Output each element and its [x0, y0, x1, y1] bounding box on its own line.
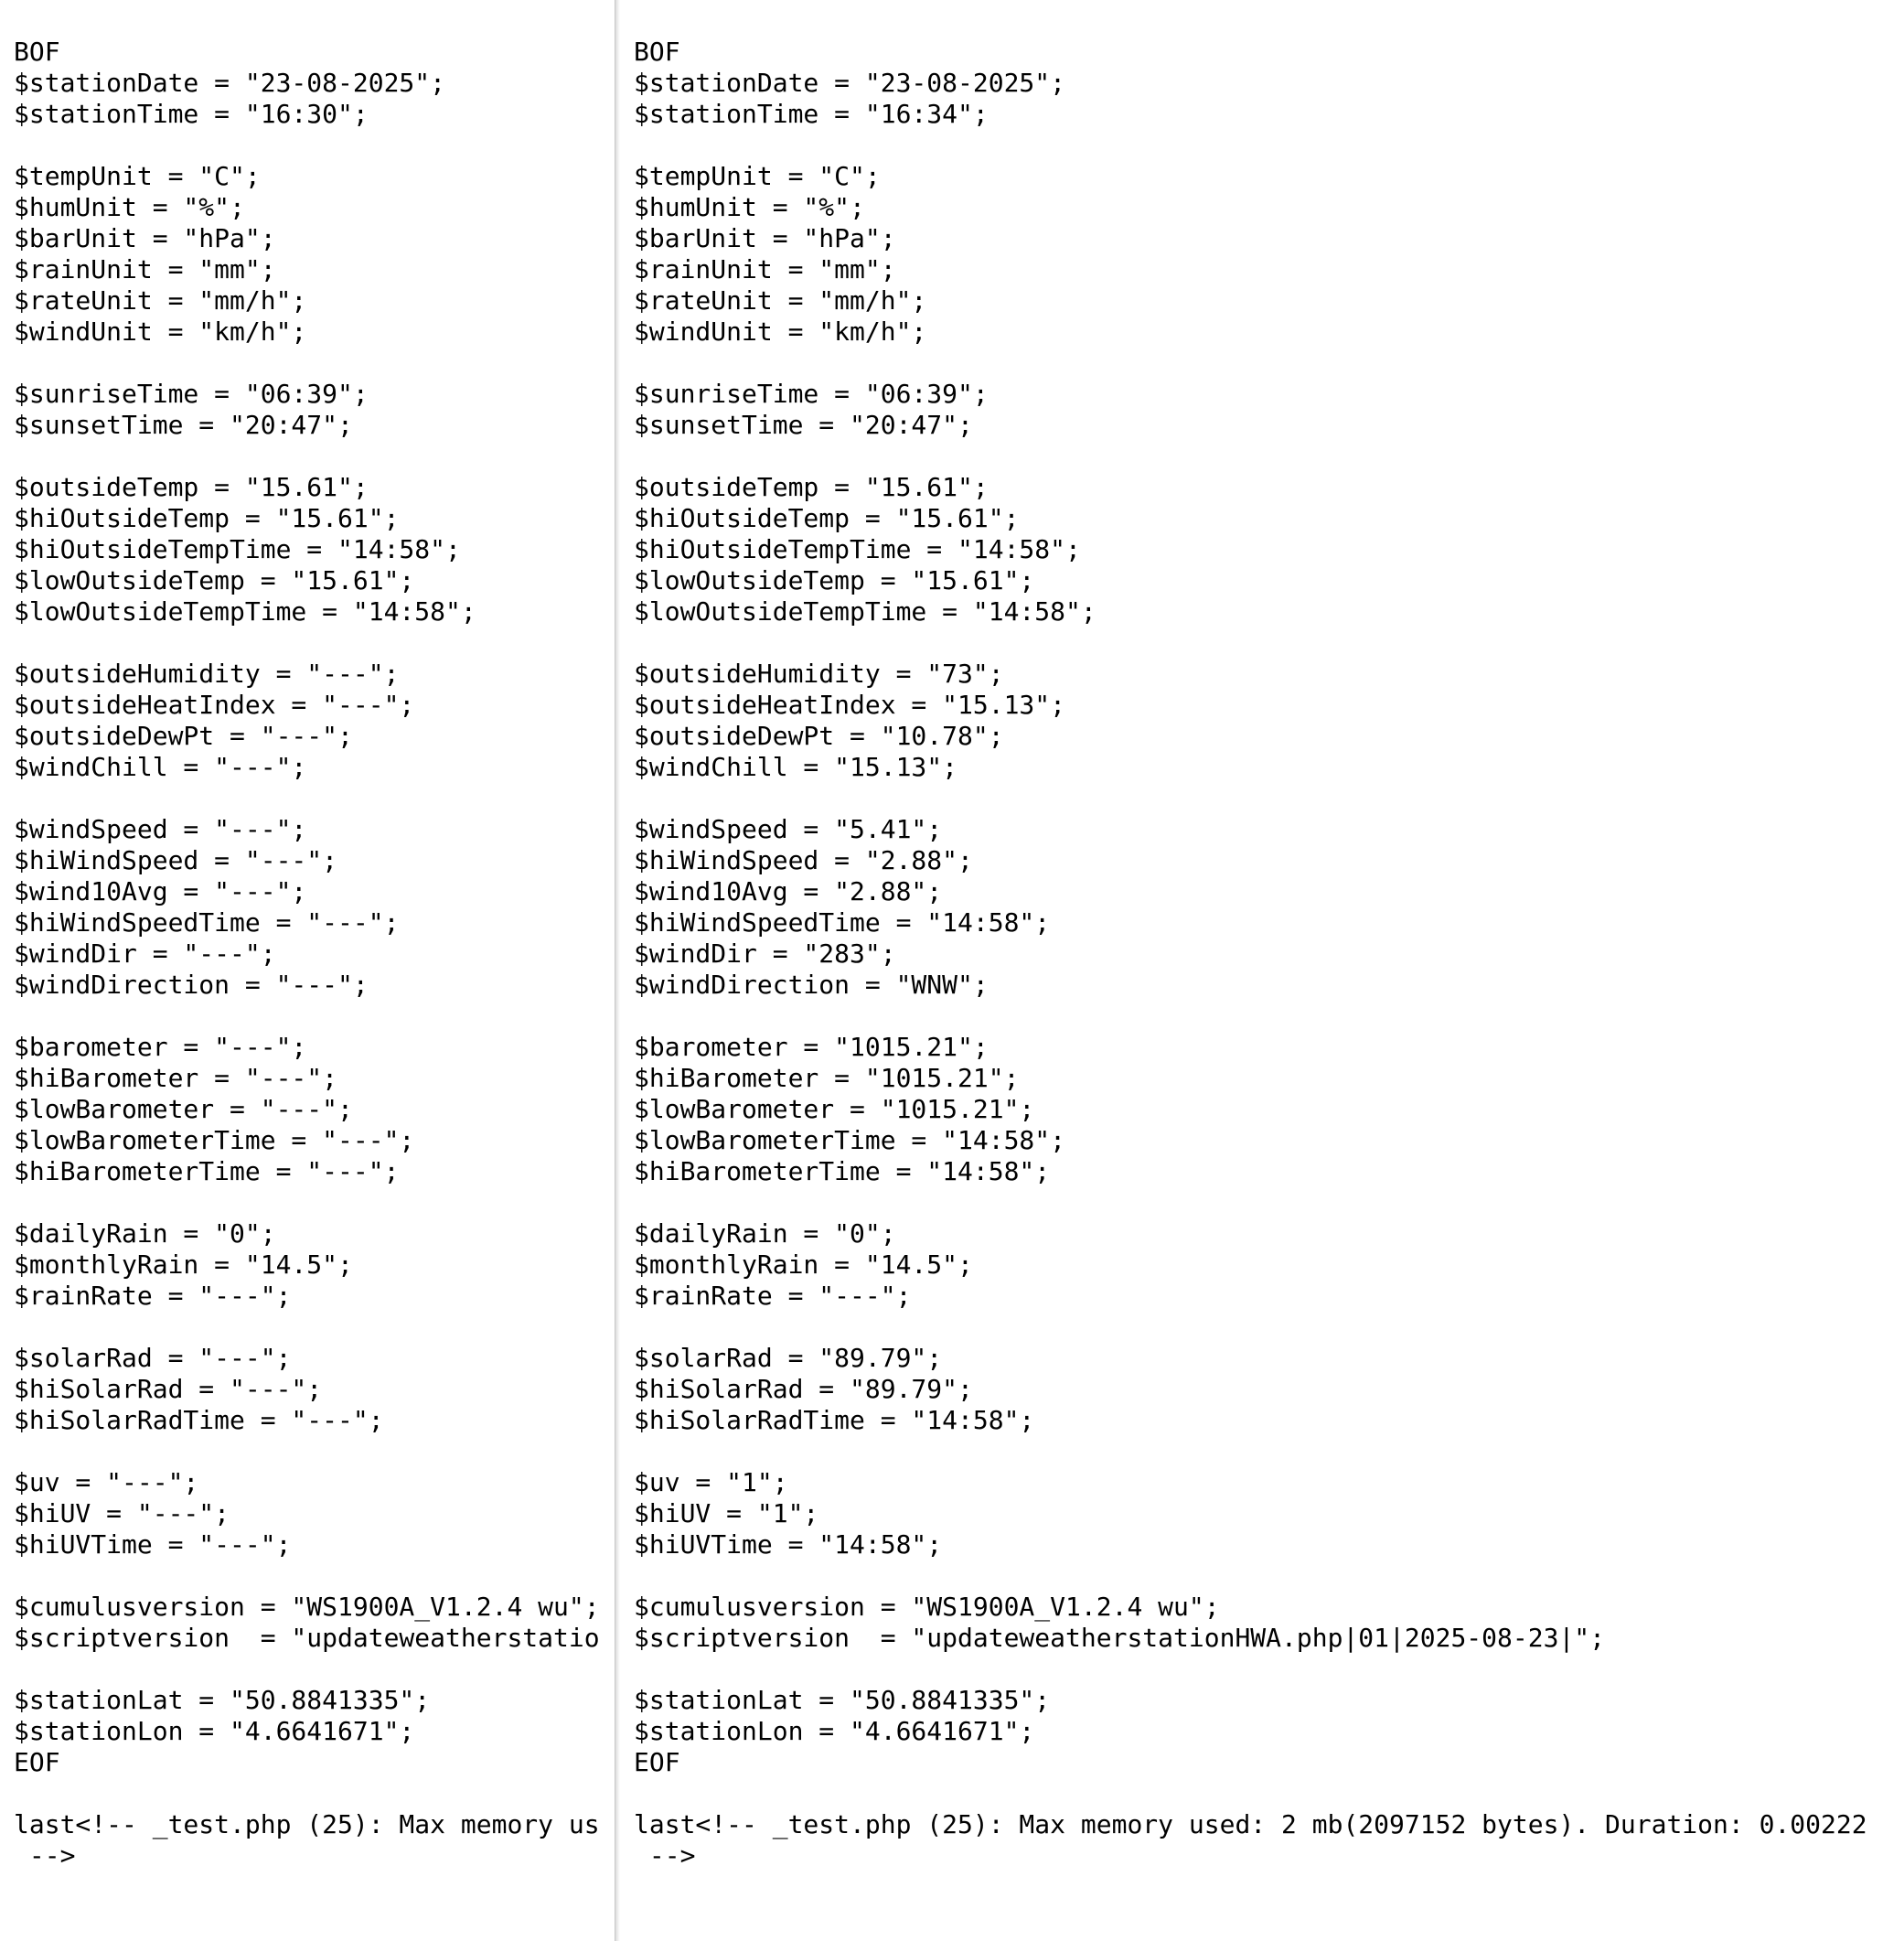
code-line: $lowBarometer = "---"; — [14, 1094, 353, 1124]
code-line: $wind10Avg = "---"; — [14, 876, 307, 906]
code-line: $outsideHeatIndex = "---"; — [14, 690, 415, 720]
code-line: $windChill = "---"; — [14, 752, 307, 782]
code-line — [634, 1001, 1904, 1032]
code-line: $rateUnit = "mm/h"; — [634, 285, 927, 316]
code-line: $outsideDewPt = "10.78"; — [634, 721, 1004, 751]
code-line: $sunriseTime = "06:39"; — [14, 379, 369, 409]
code-line: $hiOutsideTempTime = "14:58"; — [634, 534, 1081, 564]
code-line: $rainUnit = "mm"; — [634, 254, 896, 284]
code-line — [14, 1001, 615, 1032]
code-line — [14, 627, 615, 659]
code-line: $hiUVTime = "---"; — [14, 1529, 292, 1560]
code-line: $stationDate = "23-08-2025"; — [634, 68, 1066, 98]
code-line: $hiOutsideTempTime = "14:58"; — [14, 534, 461, 564]
code-line: $stationDate = "23-08-2025"; — [14, 68, 446, 98]
right-output-pane[interactable] — [620, 0, 1904, 1941]
code-line: $lowOutsideTempTime = "14:58"; — [14, 596, 476, 627]
code-line: $stationTime = "16:30"; — [14, 99, 369, 129]
code-line: $lowBarometer = "1015.21"; — [634, 1094, 1035, 1124]
code-line: $windDirection = "WNW"; — [634, 970, 989, 1000]
code-line: $dailyRain = "0"; — [634, 1218, 896, 1249]
code-line: $sunriseTime = "06:39"; — [634, 379, 989, 409]
code-line: $barometer = "---"; — [14, 1032, 307, 1062]
code-line: BOF — [634, 37, 680, 67]
code-line: $rainUnit = "mm"; — [14, 254, 276, 284]
code-line: $stationLat = "50.8841335"; — [14, 1685, 431, 1715]
code-line: $cumulusversion = "WS1900A_V1.2.4 wu"; — [14, 1592, 600, 1622]
code-line: $hiUVTime = "14:58"; — [634, 1529, 943, 1560]
code-line: $hiSolarRad = "89.79"; — [634, 1374, 973, 1404]
code-line: EOF — [634, 1747, 680, 1777]
code-line: $cumulusversion = "WS1900A_V1.2.4 wu"; — [634, 1592, 1220, 1622]
code-line: $outsideHumidity = "---"; — [14, 659, 400, 689]
code-line: $hiUV = "1"; — [634, 1498, 819, 1528]
code-line: $hiWindSpeed = "2.88"; — [634, 845, 973, 875]
code-line: $monthlyRain = "14.5"; — [634, 1249, 973, 1280]
code-line: $barUnit = "hPa"; — [14, 223, 276, 253]
code-line: last<!-- _test.php (25): Max memory us — [14, 1809, 600, 1839]
code-line: $windUnit = "km/h"; — [14, 316, 307, 347]
code-line: $windUnit = "km/h"; — [634, 316, 927, 347]
code-line: $barometer = "1015.21"; — [634, 1032, 989, 1062]
code-line — [634, 1560, 1904, 1592]
code-line: $barUnit = "hPa"; — [634, 223, 896, 253]
code-line: $hiWindSpeed = "---"; — [14, 845, 338, 875]
code-line: $lowBarometerTime = "---"; — [14, 1125, 415, 1155]
left-output-pane[interactable] — [0, 0, 615, 1941]
code-line — [14, 441, 615, 472]
code-line: $windDir = "---"; — [14, 938, 276, 969]
code-line: $stationLon = "4.6641671"; — [14, 1716, 415, 1746]
code-line — [14, 783, 615, 814]
code-line: $hiWindSpeedTime = "---"; — [14, 907, 400, 938]
code-line: $lowOutsideTemp = "15.61"; — [634, 565, 1035, 595]
code-line: $stationLat = "50.8841335"; — [634, 1685, 1051, 1715]
code-line: $stationLon = "4.6641671"; — [634, 1716, 1035, 1746]
code-line: $humUnit = "%"; — [634, 192, 865, 222]
code-line — [14, 1312, 615, 1343]
code-line — [634, 1778, 1904, 1809]
code-line: $outsideDewPt = "---"; — [14, 721, 353, 751]
code-line — [634, 783, 1904, 814]
code-line — [634, 627, 1904, 659]
code-line: $solarRad = "---"; — [14, 1343, 292, 1373]
code-line: $hiSolarRad = "---"; — [14, 1374, 323, 1404]
code-line — [14, 348, 615, 379]
code-line: --> — [634, 1840, 696, 1871]
left-output-text — [0, 0, 615, 1871]
code-line: EOF — [14, 1747, 60, 1777]
code-line: $dailyRain = "0"; — [14, 1218, 276, 1249]
code-line: $hiUV = "---"; — [14, 1498, 230, 1528]
code-line: $rainRate = "---"; — [14, 1281, 292, 1311]
code-line: $uv = "1"; — [634, 1467, 788, 1497]
code-line: $rainRate = "---"; — [634, 1281, 912, 1311]
code-line: $lowOutsideTempTime = "14:58"; — [634, 596, 1096, 627]
code-line: $hiBarometerTime = "---"; — [14, 1156, 400, 1186]
code-line: $uv = "---"; — [14, 1467, 199, 1497]
code-line: $scriptversion = "updateweatherstatio — [14, 1623, 600, 1653]
code-line — [634, 1436, 1904, 1467]
code-line: $hiBarometer = "1015.21"; — [634, 1063, 1020, 1093]
code-line: $hiOutsideTemp = "15.61"; — [634, 503, 1020, 533]
code-line: $hiWindSpeedTime = "14:58"; — [634, 907, 1051, 938]
code-line: $windSpeed = "---"; — [14, 814, 307, 844]
code-line: $tempUnit = "C"; — [14, 161, 261, 191]
code-line: $sunsetTime = "20:47"; — [634, 410, 973, 440]
code-line: $solarRad = "89.79"; — [634, 1343, 943, 1373]
code-line: $rateUnit = "mm/h"; — [14, 285, 307, 316]
code-line: $humUnit = "%"; — [14, 192, 245, 222]
code-line: $lowOutsideTemp = "15.61"; — [14, 565, 415, 595]
code-line: $windDirection = "---"; — [14, 970, 369, 1000]
code-line — [14, 1560, 615, 1592]
code-line — [634, 441, 1904, 472]
code-line — [14, 130, 615, 161]
code-line — [634, 1187, 1904, 1218]
code-line: $tempUnit = "C"; — [634, 161, 881, 191]
code-line — [14, 1436, 615, 1467]
code-line: $monthlyRain = "14.5"; — [14, 1249, 353, 1280]
code-line: $sunsetTime = "20:47"; — [14, 410, 353, 440]
code-line — [634, 130, 1904, 161]
code-line: last<!-- _test.php (25): Max memory used: 2 mb(2097152 bytes). Duration: 0.00222 — [634, 1809, 1867, 1839]
code-line: BOF — [14, 37, 60, 67]
code-line: $hiBarometer = "---"; — [14, 1063, 338, 1093]
code-line: $outsideTemp = "15.61"; — [14, 472, 369, 502]
code-line: $outsideTemp = "15.61"; — [634, 472, 989, 502]
code-line — [634, 348, 1904, 379]
code-line: $lowBarometerTime = "14:58"; — [634, 1125, 1066, 1155]
code-line: $windDir = "283"; — [634, 938, 896, 969]
code-line: $hiBarometerTime = "14:58"; — [634, 1156, 1051, 1186]
code-line — [14, 1187, 615, 1218]
code-line: $hiOutsideTemp = "15.61"; — [14, 503, 400, 533]
code-line — [14, 1778, 615, 1809]
code-line: $stationTime = "16:34"; — [634, 99, 989, 129]
code-line: $outsideHeatIndex = "15.13"; — [634, 690, 1066, 720]
code-line: $windSpeed = "5.41"; — [634, 814, 943, 844]
code-line — [14, 1654, 615, 1685]
code-line: $scriptversion = "updateweatherstationHWA.php|01|2025-08-23|"; — [634, 1623, 1606, 1653]
code-line: $hiSolarRadTime = "14:58"; — [634, 1405, 1035, 1435]
code-line: $windChill = "15.13"; — [634, 752, 958, 782]
code-line: $wind10Avg = "2.88"; — [634, 876, 943, 906]
code-line — [634, 1654, 1904, 1685]
code-line: $outsideHumidity = "73"; — [634, 659, 1004, 689]
code-line — [634, 1312, 1904, 1343]
code-line: --> — [14, 1840, 76, 1871]
right-output-text — [620, 0, 1904, 1871]
code-line: $hiSolarRadTime = "---"; — [14, 1405, 384, 1435]
